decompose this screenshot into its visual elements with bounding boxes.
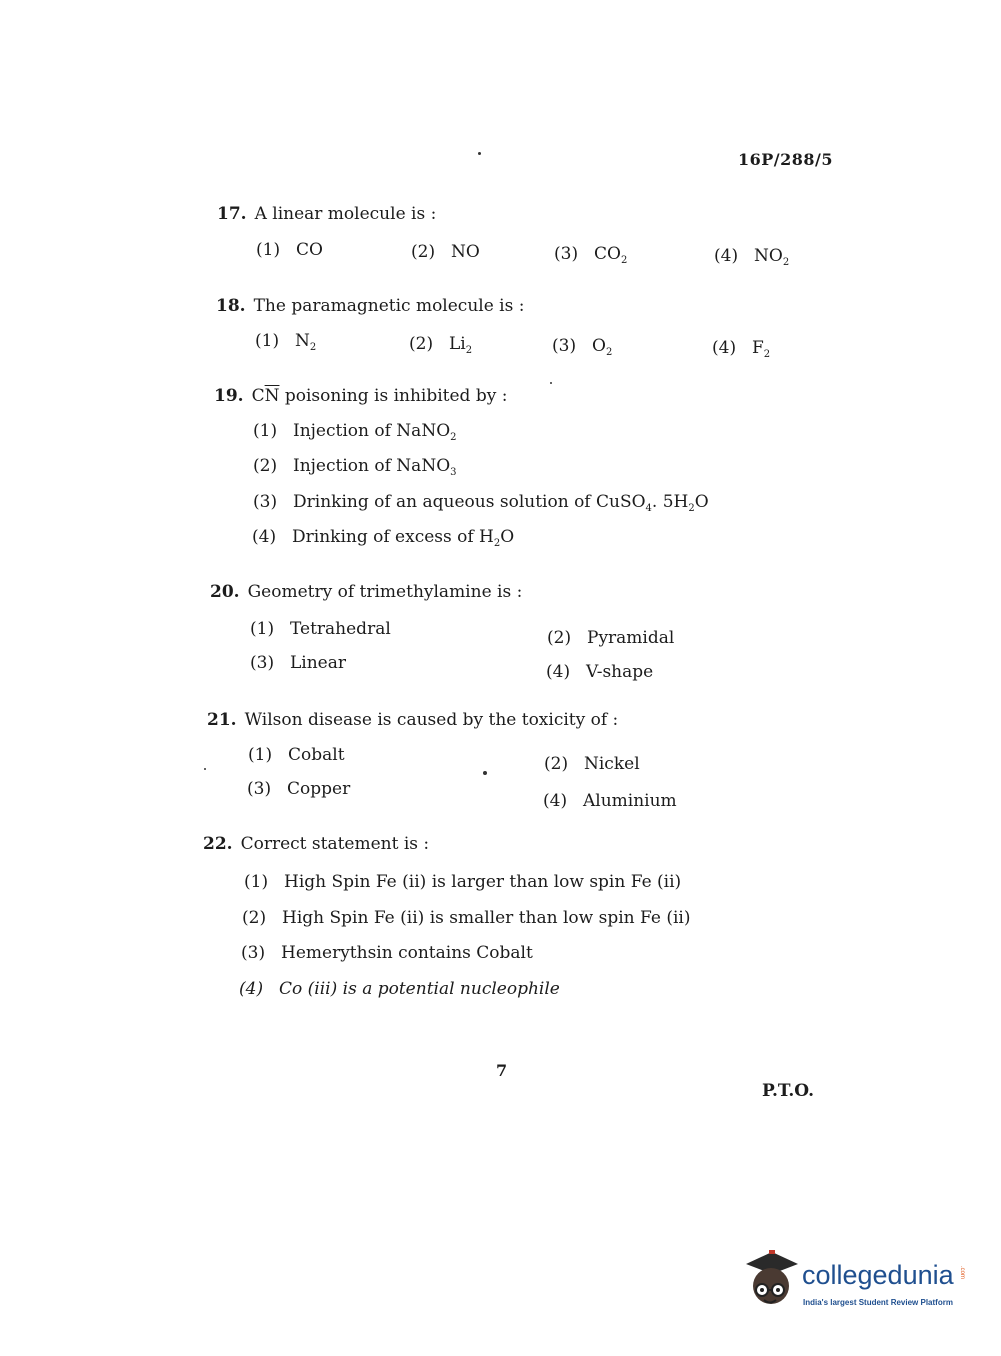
option: (4) Drinking of excess of $H_2O$ bbox=[252, 527, 515, 549]
option: (1) Injection of NaNO$_2$ bbox=[253, 421, 457, 443]
scan-speck bbox=[483, 771, 487, 775]
option: (2) High Spin Fe (ii) is smaller than low spin Fe (ii) bbox=[242, 908, 691, 928]
question-text: The paramagnetic molecule is : bbox=[253, 296, 525, 316]
question-text: Geometry of trimethylamine is : bbox=[247, 582, 523, 602]
question-text: Correct statement is : bbox=[240, 834, 430, 854]
option: (3) Copper bbox=[247, 779, 351, 799]
scan-speck bbox=[204, 768, 206, 770]
option: (2) $Li_2$ bbox=[409, 334, 473, 356]
collegedunia-logo bbox=[742, 1250, 972, 1320]
option: (4) V-shape bbox=[546, 662, 654, 682]
question-number: 19. bbox=[214, 386, 244, 406]
question-number: 17. bbox=[217, 204, 247, 224]
scan-speck bbox=[550, 382, 552, 384]
question-17 bbox=[217, 204, 436, 224]
question-number: 18. bbox=[216, 296, 246, 316]
question-text: Wilson disease is caused by the toxicity of : bbox=[244, 710, 619, 730]
option: (1) Cobalt bbox=[248, 745, 345, 765]
question-number: 20. bbox=[210, 582, 240, 602]
option: (1) CO bbox=[256, 240, 323, 260]
question-21 bbox=[207, 710, 618, 730]
logo-brand: collegedunia bbox=[802, 1260, 954, 1290]
scan-speck bbox=[478, 152, 481, 155]
option: (2) Injection of NaNO$_3$ bbox=[253, 456, 457, 478]
pto-label: P.T.O. bbox=[762, 1081, 814, 1101]
question-text: A linear molecule is : bbox=[254, 204, 437, 224]
option: (3) Drinking of an aqueous solution of CuSO$_4$. $5H_2O$ bbox=[253, 492, 709, 514]
option: (3) $CO_2$ bbox=[554, 244, 628, 266]
option: (3) Hemerythsin contains Cobalt bbox=[241, 943, 533, 963]
option: (1) $N_2$ bbox=[255, 331, 317, 353]
option: (2) Pyramidal bbox=[547, 628, 675, 648]
option: (4) $NO_2$ bbox=[714, 246, 790, 268]
question-number: 21. bbox=[207, 710, 237, 730]
question-text: poisoning is inhibited by : bbox=[284, 386, 508, 406]
option: (3) $O_2$ bbox=[552, 336, 613, 358]
option: (2) NO bbox=[411, 242, 480, 262]
option: (3) Linear bbox=[250, 653, 346, 673]
paper-code: 16P/288/5 bbox=[738, 150, 834, 169]
question-22 bbox=[203, 834, 429, 854]
option: (4) Co (iii) is a potential nucleophile bbox=[239, 979, 560, 999]
option: (2) Nickel bbox=[544, 754, 640, 774]
question-18 bbox=[216, 296, 524, 316]
option: (4) Aluminium bbox=[543, 791, 677, 811]
question-number: 22. bbox=[203, 834, 233, 854]
page-number: 7 bbox=[496, 1061, 508, 1080]
logo-tagline: India's largest Student Review Platform bbox=[803, 1298, 953, 1307]
question-20 bbox=[210, 582, 522, 602]
logo-suffix: .com bbox=[959, 1266, 965, 1280]
option: (4) $F_2$ bbox=[712, 338, 771, 360]
question-19: 19. $C\overline{N}$ poisoning is inhibited by : bbox=[214, 386, 508, 406]
mascot-icon bbox=[742, 1250, 800, 1312]
option: (1) Tetrahedral bbox=[250, 619, 391, 639]
option: (1) High Spin Fe (ii) is larger than low spin Fe (ii) bbox=[244, 872, 682, 892]
